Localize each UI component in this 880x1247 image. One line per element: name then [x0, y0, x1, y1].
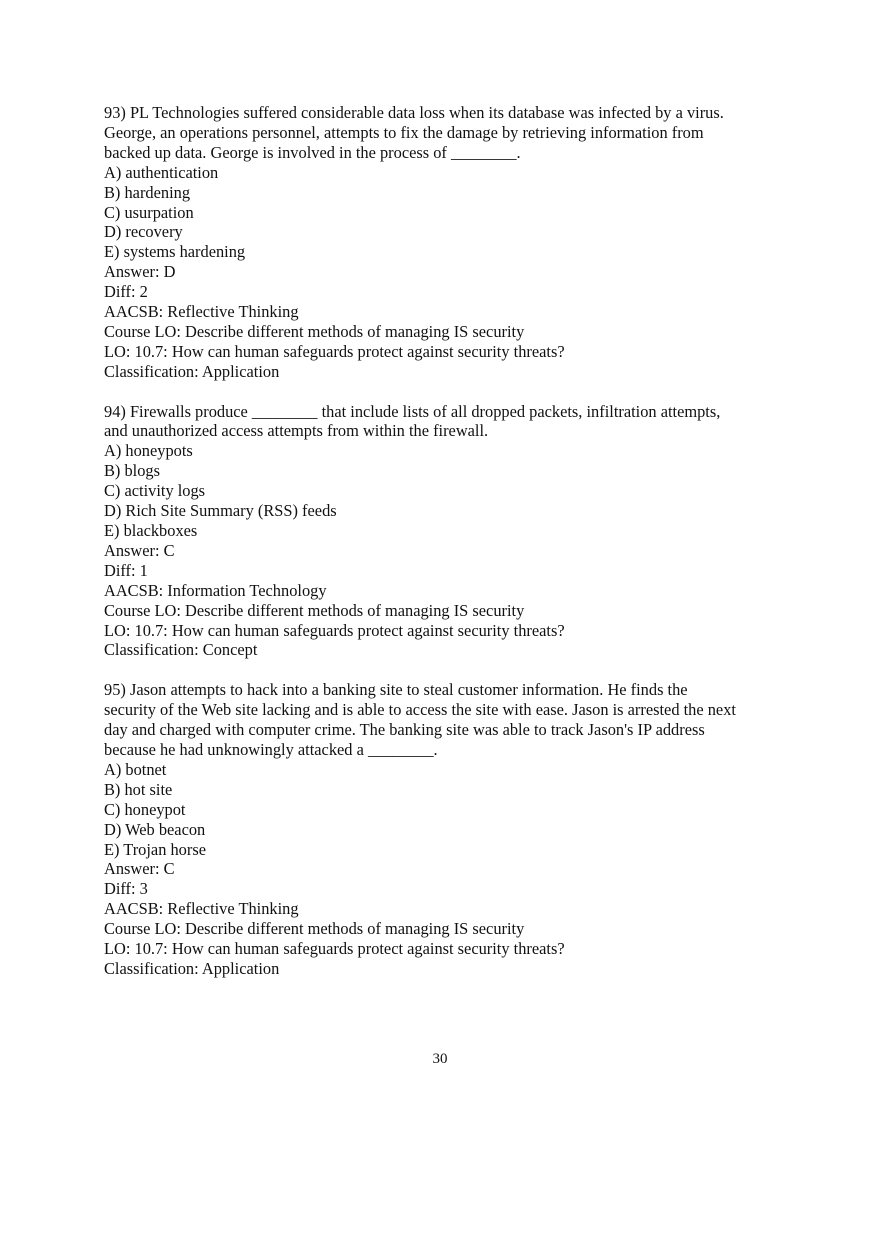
question-stem-line: security of the Web site lacking and is able to access the site with ease. Jason is arrested the next: [104, 700, 736, 720]
question-stem-line: and unauthorized access attempts from within the firewall.: [104, 421, 489, 441]
learning-objective: LO: 10.7: How can human safeguards protect against security threats?: [104, 939, 565, 959]
question-stem-line: George, an operations personnel, attempts to fix the damage by retrieving information from: [104, 122, 704, 142]
aacsb-tag: AACSB: Reflective Thinking: [104, 302, 299, 322]
question-94: [104, 402, 780, 661]
answer-option: C) activity logs: [104, 481, 206, 501]
question-93: [104, 103, 780, 382]
answer-option: D) Web beacon: [104, 819, 206, 839]
answer-option: A) authentication: [104, 162, 219, 182]
classification: Classification: Application: [104, 361, 280, 381]
answer-key: Answer: C: [104, 859, 175, 879]
course-lo: Course LO: Describe different methods of managing IS security: [104, 600, 525, 620]
aacsb-tag: AACSB: Reflective Thinking: [104, 899, 299, 919]
answer-option: E) systems hardening: [104, 242, 246, 262]
answer-option: E) blackboxes: [104, 521, 198, 541]
answer-option: A) botnet: [104, 759, 167, 779]
answer-key: Answer: C: [104, 540, 175, 560]
aacsb-tag: AACSB: Information Technology: [104, 580, 327, 600]
answer-option: C) usurpation: [104, 202, 194, 222]
classification: Classification: Concept: [104, 640, 258, 660]
answer-option: E) Trojan horse: [104, 839, 206, 859]
answer-option: C) honeypot: [104, 799, 186, 819]
difficulty: Diff: 2: [104, 282, 148, 302]
question-95: [104, 680, 780, 979]
question-stem-line: 93) PL Technologies suffered considerable data loss when its database was infected by a virus.: [104, 103, 724, 122]
question-stem-line: backed up data. George is involved in the process of ________.: [104, 142, 521, 162]
course-lo: Course LO: Describe different methods of managing IS security: [104, 321, 525, 341]
classification: Classification: Application: [104, 958, 280, 978]
learning-objective: LO: 10.7: How can human safeguards protect against security threats?: [104, 620, 565, 640]
answer-option: D) recovery: [104, 222, 183, 242]
learning-objective: LO: 10.7: How can human safeguards protect against security threats?: [104, 341, 565, 361]
difficulty: Diff: 3: [104, 879, 148, 899]
answer-option: B) hardening: [104, 182, 191, 202]
question-stem-line: 94) Firewalls produce ________ that include lists of all dropped packets, infiltration attempts,: [104, 401, 721, 421]
difficulty: Diff: 1: [104, 560, 148, 580]
page-number: 30: [432, 1051, 448, 1067]
page-content: [104, 103, 780, 999]
question-stem-line: because he had unknowingly attacked a ________.: [104, 739, 438, 759]
question-stem-line: 95) Jason attempts to hack into a banking site to steal customer information. He finds the: [104, 680, 688, 700]
course-lo: Course LO: Describe different methods of managing IS security: [104, 919, 525, 939]
answer-key: Answer: D: [104, 262, 176, 282]
answer-option: B) blogs: [104, 461, 161, 481]
answer-option: A) honeypots: [104, 441, 193, 461]
answer-option: D) Rich Site Summary (RSS) feeds: [104, 501, 337, 521]
question-stem-line: day and charged with computer crime. The banking site was able to track Jason's IP address: [104, 720, 705, 740]
answer-option: B) hot site: [104, 779, 173, 799]
